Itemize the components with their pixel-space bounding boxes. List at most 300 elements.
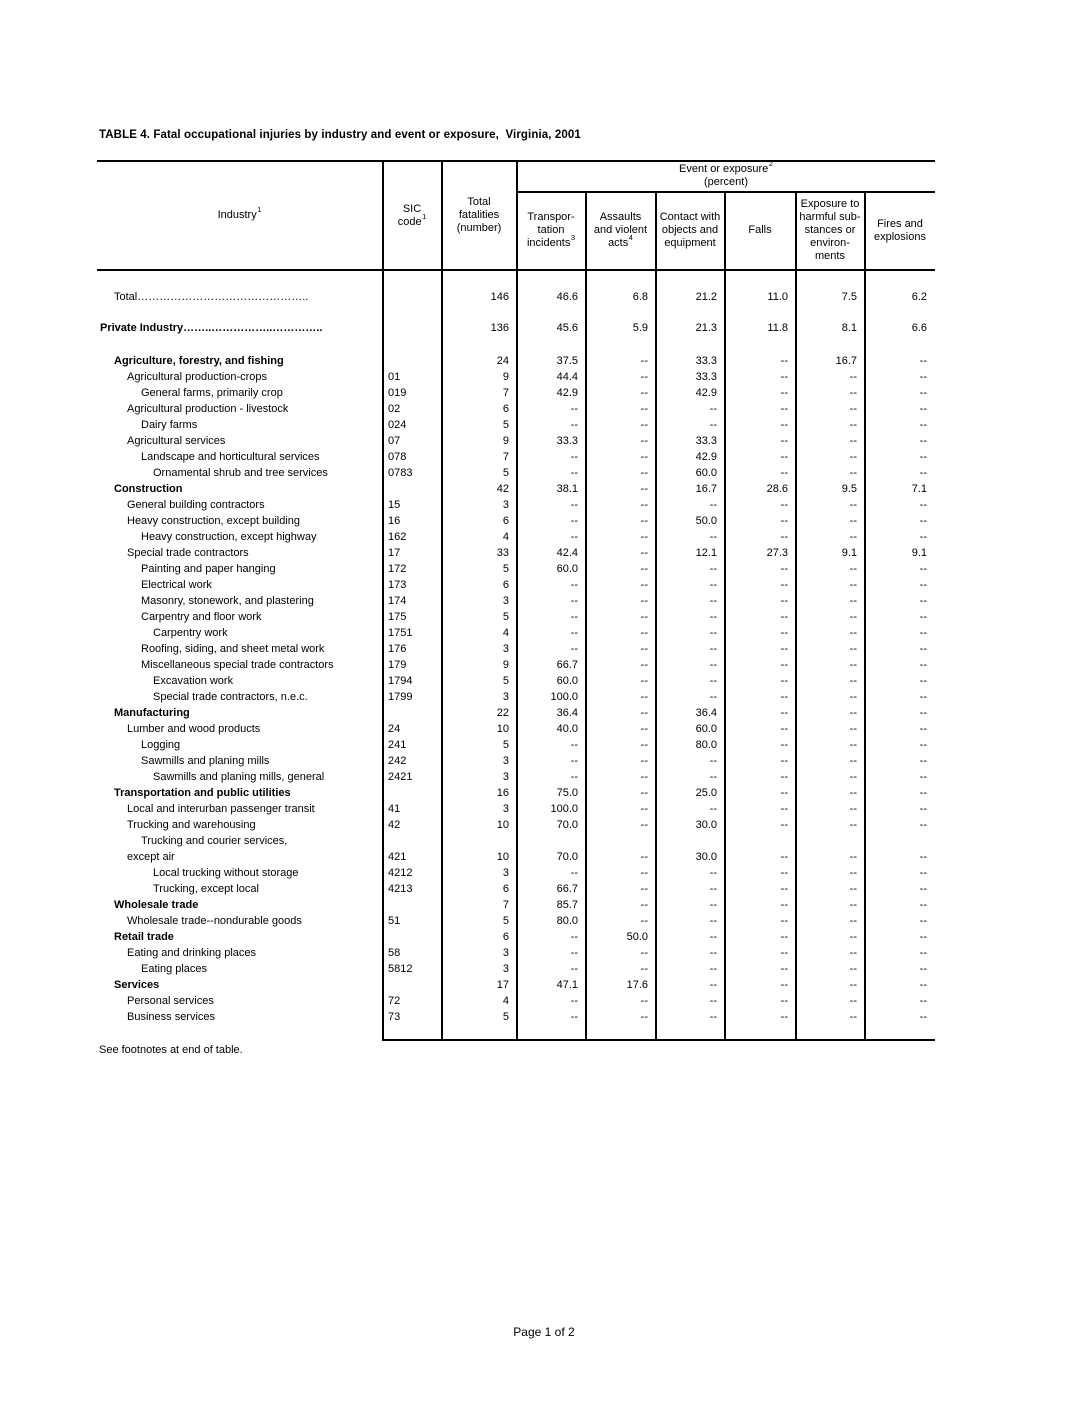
falls-value: -- [780, 627, 788, 639]
transportation-value [517, 833, 586, 849]
fires-value: -- [919, 979, 927, 991]
falls-value: -- [780, 371, 788, 383]
total-fatalities-value: 3 [502, 947, 509, 959]
industry-label: Carpentry and floor work [141, 611, 262, 623]
fires-value: -- [919, 707, 927, 719]
sic-code: 175 [388, 611, 407, 623]
table-row [97, 657, 935, 673]
assaults-value: -- [640, 899, 648, 911]
table-row [97, 753, 935, 769]
table-row [97, 849, 935, 865]
contact-objects-value: -- [709, 979, 717, 991]
falls-value: -- [780, 723, 788, 735]
table-row [97, 353, 935, 369]
assaults-value: -- [640, 531, 648, 543]
fires-value: -- [919, 787, 927, 799]
industry-label: Heavy construction, except building [127, 515, 301, 527]
falls-value: 11.8 [767, 322, 788, 334]
falls-value: -- [780, 387, 788, 399]
fires-value: -- [919, 419, 927, 431]
fires-value: -- [919, 739, 927, 751]
transportation-value: -- [570, 755, 578, 767]
transportation-value: -- [570, 931, 578, 943]
transportation-value: 75.0 [556, 787, 578, 799]
table-row [97, 913, 935, 929]
falls-value: 27.3 [766, 547, 788, 559]
total-fatalities-value: 5 [502, 915, 509, 927]
falls-value: -- [780, 755, 788, 767]
exposure-value: -- [849, 707, 857, 719]
industry-label: Retail trade [114, 931, 174, 943]
falls-value: -- [780, 451, 788, 463]
transportation-value: 42.9 [556, 387, 578, 399]
sic-code [383, 785, 442, 801]
assaults-value: -- [640, 451, 648, 463]
exposure-value: -- [849, 963, 857, 975]
total-fatalities-value: 5 [502, 419, 509, 431]
total-fatalities-value: 10 [496, 851, 509, 863]
sic-code: 2421 [388, 771, 413, 783]
transportation-value: 66.7 [556, 883, 578, 895]
total-fatalities-value: 4 [502, 627, 509, 639]
exposure-value: -- [849, 995, 857, 1007]
assaults-value: -- [640, 387, 648, 399]
contact-objects-value: 25.0 [695, 787, 717, 799]
industry-label: Local and interurban passenger transit [127, 803, 315, 815]
sic-code: 241 [388, 739, 407, 751]
fires-value: 9.1 [911, 547, 927, 559]
table-row [97, 497, 935, 513]
transportation-value: -- [570, 451, 578, 463]
fires-value: -- [919, 627, 927, 639]
fires-value: -- [919, 435, 927, 447]
transportation-value: -- [570, 995, 578, 1007]
table-row [97, 833, 935, 849]
fires-value: -- [919, 659, 927, 671]
total-fatalities-value: 5 [502, 739, 509, 751]
transportation-value: -- [570, 499, 578, 511]
total-fatalities-value: 42 [496, 483, 509, 495]
contact-objects-value: -- [709, 1011, 717, 1023]
table-row [97, 929, 935, 945]
table-row [97, 625, 935, 641]
table-row [97, 513, 935, 529]
fires-value: -- [919, 579, 927, 591]
table-row [97, 721, 935, 737]
contact-objects-value: -- [709, 595, 717, 607]
sic-code [383, 353, 442, 369]
industry-column-header: Industry$^1$ [217, 205, 262, 221]
transportation-value: 85.7 [556, 899, 578, 911]
exposure-value: -- [849, 915, 857, 927]
transportation-value: -- [570, 419, 578, 431]
transportation-value: -- [570, 531, 578, 543]
industry-label: Agricultural production-crops [127, 371, 268, 383]
falls-value: -- [780, 739, 788, 751]
fires-value: -- [919, 691, 927, 703]
exposure-value: -- [849, 803, 857, 815]
exposure-value: -- [849, 595, 857, 607]
fires-value: -- [919, 451, 927, 463]
contact-objects-value: 21.3 [695, 322, 717, 334]
total-fatalities-value: 3 [502, 691, 509, 703]
table-row [97, 401, 935, 417]
total-fatalities-value: 9 [502, 371, 509, 383]
contact-objects-value: -- [709, 611, 717, 623]
contact-objects-value: -- [709, 675, 717, 687]
falls-value: -- [780, 611, 788, 623]
transportation-value: 45.6 [556, 322, 578, 334]
exposure-value: -- [849, 851, 857, 863]
sic-code: 42 [388, 819, 401, 831]
fires-value: -- [919, 723, 927, 735]
table-row [97, 545, 935, 561]
sic-code: 73 [388, 1011, 401, 1023]
transportation-value: 100.0 [550, 803, 578, 815]
transportation-value: 37.5 [556, 355, 578, 367]
table-row [97, 593, 935, 609]
exposure-value: -- [849, 451, 857, 463]
industry-label: Special trade contractors [127, 547, 249, 559]
sic-code [383, 977, 442, 993]
industry-label: Sawmills and planing mills, general [153, 771, 325, 783]
table-row [97, 769, 935, 785]
total-fatalities-value: 5 [502, 611, 509, 623]
transportation-value: -- [570, 611, 578, 623]
exposure-value: -- [849, 499, 857, 511]
assaults-value: -- [640, 595, 648, 607]
contact-objects-value: 33.3 [695, 435, 717, 447]
sic-code: 5812 [388, 963, 413, 975]
exposure-value: -- [849, 931, 857, 943]
sic-code: 24 [388, 723, 401, 735]
falls-value: -- [780, 563, 788, 575]
total-fatalities-value: 4 [502, 531, 509, 543]
assaults-value: -- [640, 803, 648, 815]
footnote-reference: See footnotes at end of table. [99, 1044, 243, 1056]
industry-label: Wholesale trade--nondurable goods [127, 915, 302, 927]
assaults-value: -- [640, 403, 648, 415]
exposure-value: -- [849, 515, 857, 527]
falls-value: -- [780, 691, 788, 703]
table-row [97, 689, 935, 705]
contact-objects-value: -- [709, 867, 717, 879]
sic-code: 0783 [388, 467, 413, 479]
fires-value: -- [919, 611, 927, 623]
assaults-value: -- [640, 963, 648, 975]
exposure-value: -- [849, 467, 857, 479]
contact-objects-value: -- [709, 659, 717, 671]
assaults-value: -- [640, 771, 648, 783]
table-row [97, 577, 935, 593]
fires-value: -- [919, 1011, 927, 1023]
sic-code: 024 [388, 419, 407, 431]
contact-objects-value: -- [709, 803, 717, 815]
contact-objects-value [656, 833, 725, 849]
industry-label: Agricultural production - livestock [127, 403, 289, 415]
table-row [97, 881, 935, 897]
exposure-value: -- [849, 723, 857, 735]
falls-value: -- [780, 851, 788, 863]
assaults-value: -- [640, 947, 648, 959]
fires-value: -- [919, 899, 927, 911]
exposure-value: -- [849, 627, 857, 639]
transportation-value: -- [570, 739, 578, 751]
industry-label: Painting and paper hanging [141, 563, 276, 575]
sic-code: 4212 [388, 867, 413, 879]
exposure-value: -- [849, 947, 857, 959]
falls-value: -- [780, 979, 788, 991]
total-fatalities-value: 9 [502, 435, 509, 447]
fires-value: -- [919, 675, 927, 687]
industry-label: Masonry, stonework, and plastering [141, 595, 314, 607]
falls-value: -- [780, 643, 788, 655]
falls-value: -- [780, 819, 788, 831]
assaults-value: -- [640, 371, 648, 383]
transportation-value: -- [570, 867, 578, 879]
fires-value: -- [919, 355, 927, 367]
total-fatalities-column-header: Total fatalities (number) [456, 196, 502, 234]
falls-value: -- [780, 515, 788, 527]
sic-code: 162 [388, 531, 407, 543]
assaults-value: -- [640, 579, 648, 591]
table-row [97, 737, 935, 753]
transportation-value: 40.0 [556, 723, 578, 735]
industry-label: Miscellaneous special trade contractors [141, 659, 334, 671]
contact-objects-value: 33.3 [695, 355, 717, 367]
assaults-value: 6.8 [632, 291, 648, 303]
table-row [97, 465, 935, 481]
sic-code: 4213 [388, 883, 413, 895]
total-fatalities-value: 146 [490, 291, 509, 303]
industry-label: Excavation work [153, 675, 234, 687]
contact-objects-value: -- [709, 563, 717, 575]
industry-label: Roofing, siding, and sheet metal work [141, 643, 325, 655]
assaults-value: 17.6 [626, 979, 648, 991]
contact-objects-value: -- [709, 627, 717, 639]
falls-value: -- [780, 867, 788, 879]
industry-label: Lumber and wood products [127, 723, 261, 735]
falls-value: -- [780, 707, 788, 719]
contact-objects-value: -- [709, 931, 717, 943]
total-fatalities-value: 5 [502, 1011, 509, 1023]
fires-explosions-column-header: Fires and explosions [874, 217, 926, 243]
industry-label: Carpentry work [153, 627, 228, 639]
industry-label: Eating and drinking places [127, 947, 257, 959]
falls-value: -- [780, 467, 788, 479]
contact-objects-value: 16.7 [695, 483, 717, 495]
industry-label: Special trade contractors, n.e.c. [153, 691, 308, 703]
transportation-value: 46.6 [556, 291, 578, 303]
contact-objects-value: -- [709, 755, 717, 767]
transportation-value: 60.0 [556, 563, 578, 575]
assaults-value: -- [640, 547, 648, 559]
sic-code [383, 320, 442, 336]
industry-label: Trucking, except local [153, 883, 259, 895]
fires-value: -- [919, 467, 927, 479]
sic-column-header: SIC code$^1$ [397, 202, 427, 228]
exposure-value: -- [849, 371, 857, 383]
contact-objects-value: -- [709, 947, 717, 959]
contact-objects-value: 36.4 [695, 707, 717, 719]
table-row [97, 481, 935, 497]
falls-value: -- [780, 915, 788, 927]
industry-label: Heavy construction, except highway [141, 531, 317, 543]
total-fatalities-value: 3 [502, 803, 509, 815]
transportation-value: -- [570, 771, 578, 783]
contact-objects-value: 33.3 [695, 371, 717, 383]
contact-objects-value: -- [709, 403, 717, 415]
table-row [97, 977, 935, 993]
sic-code: 17 [388, 547, 401, 559]
exposure-value: -- [849, 899, 857, 911]
transportation-value: -- [570, 595, 578, 607]
exposure-value: -- [849, 691, 857, 703]
transportation-value: 33.3 [556, 435, 578, 447]
falls-value: -- [780, 355, 788, 367]
assaults-value: 5.9 [632, 322, 648, 334]
assaults-value: -- [640, 883, 648, 895]
total-fatalities-value: 3 [502, 643, 509, 655]
exposure-value: -- [849, 739, 857, 751]
fires-value: -- [919, 883, 927, 895]
industry-label: Agriculture, forestry, and fishing [114, 355, 284, 367]
transportation-value: 36.4 [556, 707, 578, 719]
sic-code: 176 [388, 643, 407, 655]
assaults-value: 50.0 [626, 931, 648, 943]
exposure-harmful-substances-column-header: Exposure to harmful sub- stances or environ- ments [799, 198, 861, 262]
fires-value: -- [919, 803, 927, 815]
sic-code: 172 [388, 563, 407, 575]
sic-code [383, 929, 442, 945]
total-fatalities-value: 5 [502, 563, 509, 575]
transportation-value: -- [570, 627, 578, 639]
sic-code: 242 [388, 755, 407, 767]
table-row [97, 785, 935, 801]
table-row [97, 320, 935, 336]
total-fatalities-value: 22 [496, 707, 509, 719]
assaults-value: -- [640, 995, 648, 1007]
transportation-value: 100.0 [550, 691, 578, 703]
fires-value: -- [919, 995, 927, 1007]
industry-label: Sawmills and planing mills [141, 755, 270, 767]
contact-objects-value: 42.9 [695, 387, 717, 399]
transportation-value: -- [570, 403, 578, 415]
exposure-value: -- [849, 771, 857, 783]
sic-code: 58 [388, 947, 401, 959]
assaults-value: -- [640, 707, 648, 719]
industry-label: Trucking and warehousing [127, 819, 256, 831]
sic-code: 174 [388, 595, 407, 607]
sic-code: 1794 [388, 675, 413, 687]
sic-code: 1751 [388, 627, 413, 639]
fires-value: -- [919, 387, 927, 399]
contact-objects-value: 80.0 [695, 739, 717, 751]
transportation-value: 38.1 [556, 483, 578, 495]
total-fatalities-value: 3 [502, 499, 509, 511]
falls-value: 11.0 [767, 291, 788, 303]
assaults-value: -- [640, 675, 648, 687]
total-fatalities-value: 136 [490, 322, 509, 334]
sic-code [383, 481, 442, 497]
exposure-value: -- [849, 979, 857, 991]
total-fatalities-value: 5 [502, 467, 509, 479]
falls-value: -- [780, 675, 788, 687]
table-row [97, 449, 935, 465]
transportation-value: -- [570, 467, 578, 479]
table-row [97, 385, 935, 401]
industry-label: Transportation and public utilities [114, 787, 291, 799]
industry-label: Business services [127, 1011, 216, 1023]
assaults-value: -- [640, 1011, 648, 1023]
sic-code: 078 [388, 451, 407, 463]
assaults-value: -- [640, 915, 648, 927]
industry-label: Services [114, 979, 160, 991]
industry-label: Logging [141, 739, 181, 751]
exposure-value [796, 833, 865, 849]
exposure-value: -- [849, 403, 857, 415]
fires-value: -- [919, 403, 927, 415]
transportation-value: 70.0 [556, 851, 578, 863]
table-row [97, 289, 935, 305]
total-fatalities-value: 3 [502, 595, 509, 607]
sic-code: 15 [388, 499, 401, 511]
exposure-value: -- [849, 867, 857, 879]
contact-objects-value: -- [709, 499, 717, 511]
sic-code [383, 705, 442, 721]
assaults-value: -- [640, 483, 648, 495]
exposure-value: -- [849, 787, 857, 799]
exposure-value: -- [849, 755, 857, 767]
falls-value: -- [780, 771, 788, 783]
falls-value: 28.6 [766, 483, 788, 495]
fires-value: -- [919, 851, 927, 863]
contact-objects-value: -- [709, 963, 717, 975]
industry-label: except air [127, 851, 175, 863]
total-fatalities-value: 33 [496, 547, 509, 559]
total-fatalities-value: 7 [502, 387, 509, 399]
total-fatalities-value: 6 [502, 931, 509, 943]
fires-value: -- [919, 515, 927, 527]
sic-code [383, 897, 442, 913]
falls-value: -- [780, 579, 788, 591]
assaults-value: -- [640, 435, 648, 447]
total-fatalities-value: 3 [502, 755, 509, 767]
industry-label: Manufacturing [114, 707, 190, 719]
falls-value: -- [780, 787, 788, 799]
assaults-value: -- [640, 355, 648, 367]
contact-objects-value: -- [709, 771, 717, 783]
falls-value: -- [780, 419, 788, 431]
contact-objects-value: -- [709, 643, 717, 655]
sic-code: 07 [388, 435, 401, 447]
divider [383, 1039, 935, 1041]
industry-label: Construction [114, 483, 183, 495]
table-row [97, 369, 935, 385]
contact-objects-value: -- [709, 691, 717, 703]
industry-label: Ornamental shrub and tree services [153, 467, 328, 479]
sic-code [383, 289, 442, 305]
assaults-value: -- [640, 563, 648, 575]
contact-objects-value: -- [709, 883, 717, 895]
table-body [97, 271, 935, 1025]
exposure-value: 9.1 [841, 547, 857, 559]
sic-code: 16 [388, 515, 401, 527]
sic-code: 179 [388, 659, 407, 671]
total-fatalities-value: 6 [502, 883, 509, 895]
table-row [97, 865, 935, 881]
total-fatalities-value [442, 833, 517, 849]
